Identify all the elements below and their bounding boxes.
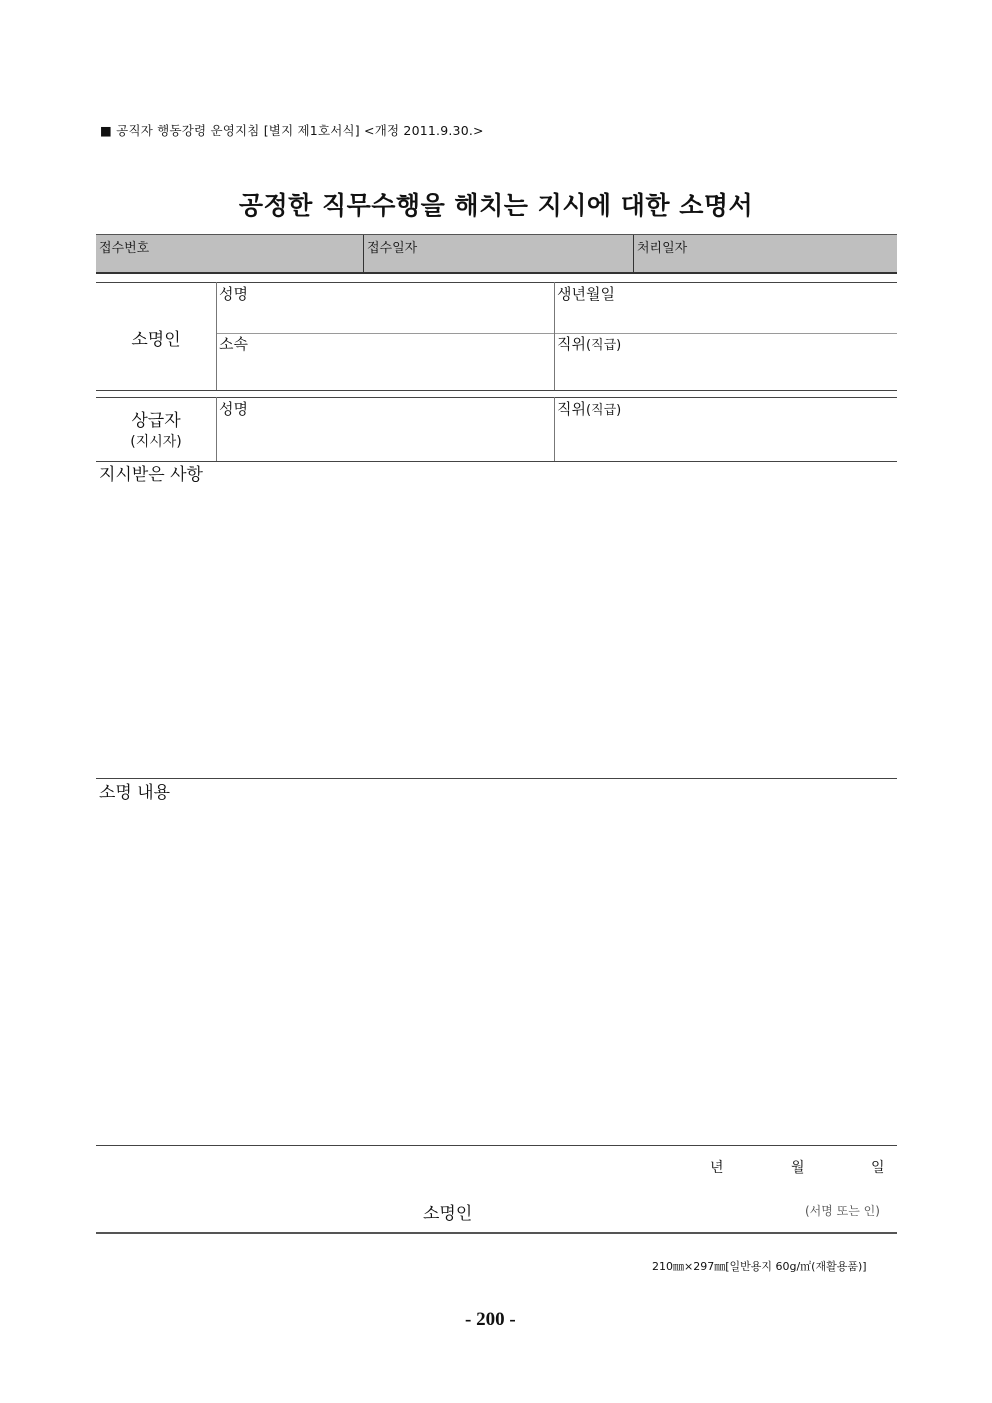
form-bottom-border [96, 1232, 897, 1234]
explanation-content-area[interactable] [96, 802, 897, 1140]
instructions-bottom-border [96, 778, 897, 779]
explanation-bottom-border [96, 1145, 897, 1146]
claimant-name-label: 성명 [219, 285, 248, 303]
superior-position-field[interactable] [557, 398, 621, 419]
receipt-number-cell[interactable] [96, 235, 364, 272]
superior-name-field[interactable] [219, 398, 248, 419]
superior-divider-left [216, 397, 217, 461]
claimant-heading: 소명인 [131, 330, 181, 350]
superior-position-grade: (직급) [585, 403, 622, 418]
date-month-label: 월 [791, 1160, 805, 1176]
instructions-section-title: 지시받은 사항 [99, 465, 203, 485]
claimant-birth-field[interactable] [557, 283, 615, 304]
page-number: - 200 - [465, 1309, 516, 1330]
claimant-affiliation-label: 소속 [219, 335, 248, 353]
superior-heading: 상급자 [131, 411, 181, 431]
signature-label: 소명인 [423, 1204, 473, 1224]
claimant-divider-mid [554, 282, 555, 390]
superior-heading-sub: (지시자) [130, 434, 182, 450]
processing-date-label: 처리일자 [637, 241, 688, 256]
claimant-divider-left [216, 282, 217, 390]
claimant-affiliation-field[interactable] [219, 333, 248, 354]
date-year-label: 년 [710, 1160, 724, 1176]
claimant-birth-label: 생년월일 [557, 285, 615, 303]
processing-date-cell[interactable] [634, 235, 897, 272]
explanation-section-title: 소명 내용 [99, 783, 171, 803]
superior-divider-mid [554, 397, 555, 461]
claimant-name-field[interactable] [219, 283, 248, 304]
receipt-row [96, 234, 897, 274]
paper-spec: 210㎜×297㎜[일반용지 60g/㎡(재활용품)] [652, 1260, 867, 1273]
claimant-bottom-border [96, 390, 897, 391]
receipt-date-cell[interactable] [364, 235, 634, 272]
date-day-label: 일 [871, 1160, 885, 1176]
claimant-position-label: 직위 [557, 335, 586, 353]
superior-name-label: 성명 [219, 400, 248, 418]
signature-note: (서명 또는 인) [805, 1204, 880, 1218]
receipt-date-label: 접수일자 [367, 241, 418, 256]
superior-bottom-border [96, 461, 897, 462]
receipt-number-label: 접수번호 [99, 241, 150, 256]
instructions-content-area[interactable] [96, 484, 897, 774]
document-title: 공정한 직무수행을 해치는 지시에 대한 소명서 [238, 191, 754, 220]
claimant-position-field[interactable] [557, 333, 621, 354]
form-header-note: ■ 공직자 행동강령 운영지침 [별지 제1호서식] <개정 2011.9.30.> [100, 123, 484, 138]
superior-position-label: 직위 [557, 400, 586, 418]
claimant-position-grade: (직급) [585, 338, 622, 353]
